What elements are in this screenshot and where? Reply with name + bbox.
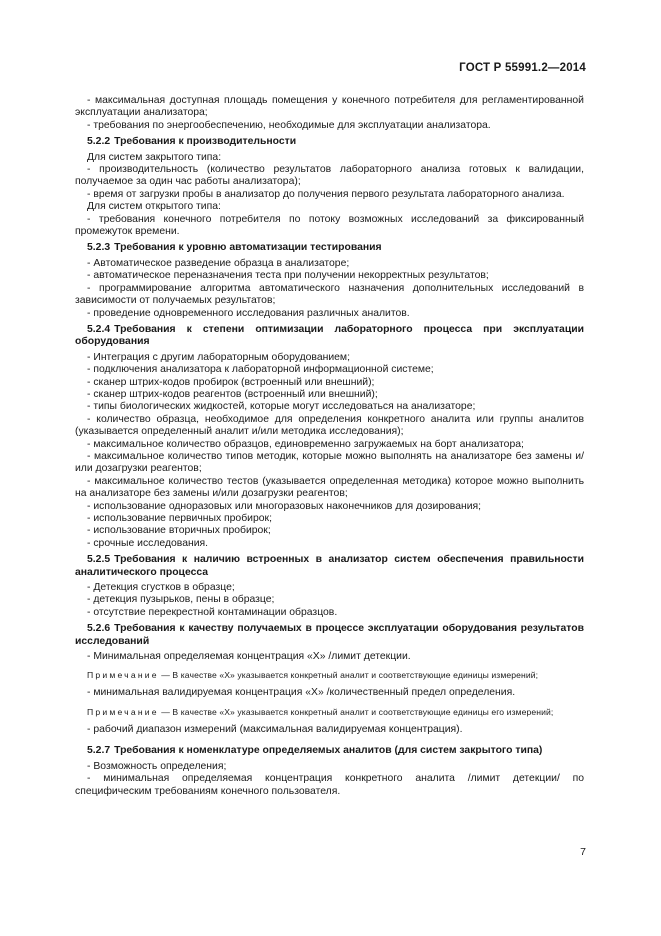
note-text: — В качестве «Х» указывается конкретный аналит и соответствующие единицы его измерений; [161, 706, 554, 717]
paragraph: Для систем открытого типа: [87, 201, 221, 213]
section-title: Требования к качеству получаемых в процессе эксплуатации оборудования результатов исследований [75, 623, 584, 647]
list-item: - использование вторичных пробирок; [87, 525, 271, 537]
list-item: - требования конечного потребителя по потоку возможных исследований за фиксированный промежуток времени. [75, 213, 584, 238]
section-title: Требования к уровню автоматизации тестирования [114, 242, 382, 254]
page-body [75, 95, 584, 798]
paragraph: - требования по энергообеспечению, необходимые для эксплуатации анализатора. [87, 119, 491, 131]
list-item: - время от загрузки пробы в анализатор до получения первого результата лабораторного анализа. [87, 188, 565, 200]
list-item: - подключения анализатора к лабораторной информационной системе; [87, 364, 434, 376]
section-heading-5-2-6 [75, 623, 584, 648]
section-number: 5.2.2 [87, 136, 111, 148]
list-item: - Автоматическое разведение образца в анализаторе; [87, 257, 350, 269]
list-item: - Интеграция с другим лабораторным оборудованием; [87, 351, 350, 363]
list-item: - типы биологических жидкостей, которые могут исследоваться на анализаторе; [87, 401, 476, 413]
section-heading-5-2-7 [75, 745, 584, 757]
paragraph: - максимальная доступная площадь помещения у конечного потребителя для регламентированной эксплуатации анализатора; [75, 95, 584, 119]
note-label: Примечание [87, 706, 159, 717]
section-title: Требования к степени оптимизации лабораторного процесса при эксплуатации оборудования [75, 323, 584, 348]
list-item: - программирование алгоритма автоматического назначения дополнительных исследований в зависимости от получаемых результатов; [75, 282, 584, 307]
list-item: - использование первичных пробирок; [87, 513, 272, 524]
list-item: - количество образца, необходимое для определения конкретного аналита или группы аналитов (указывается определенный аналит и/или методика исследования); [75, 413, 584, 438]
section-heading-5-2-5 [75, 554, 584, 579]
list-item: - Возможность определения; [87, 760, 227, 772]
list-item: - производительность (количество результатов лабораторного анализа готовых к валидации, получаемое за один час работы анализатора); [75, 164, 584, 188]
list-item: - проведение одновременного исследования различных аналитов. [87, 307, 410, 319]
section-number: 5.2.6 [87, 623, 111, 635]
list-item: - использование одноразовых или многоразовых наконечников для дозирования; [87, 500, 482, 512]
list-item: - автоматическое переназначения теста при получении некорректных результатов; [87, 270, 489, 282]
list-item: - Минимальная определяемая концентрация «Х» /лимит детекции. [87, 651, 411, 663]
note [75, 669, 584, 681]
section-title: Требования к производительности [114, 136, 297, 148]
note [75, 706, 584, 718]
list-item: - сканер штрих-кодов реагентов (встроенный или внешний); [87, 388, 378, 400]
note-label: Примечание [87, 670, 159, 681]
section-number: 5.2.5 [87, 554, 111, 566]
section-number: 5.2.4 [87, 323, 111, 335]
list-item: - Детекция сгустков в образце; [87, 582, 235, 594]
paragraph: Для систем закрытого типа: [87, 151, 222, 163]
list-item: - минимальная валидируемая концентрация «Х» /количественный предел определения. [87, 687, 516, 699]
page-number: 7 [580, 846, 586, 858]
section-number: 5.2.3 [87, 242, 111, 254]
list-item: - максимальное количество типов методик, которые можно выполнять на анализаторе без замены и/или дозагрузки реагентов; [75, 450, 584, 475]
section-heading-5-2-2 [75, 136, 584, 148]
list-item: - сканер штрих-кодов пробирок (встроенный или внешний); [87, 376, 375, 388]
list-item: - максимальное количество тестов (указывается определенная методика) которое можно выполнить на анализаторе без замены и/или дозагрузки реагентов; [75, 475, 584, 500]
section-title: Требования к наличию встроенных в анализатор систем обеспечения правильности аналитического процесса [75, 554, 584, 578]
standard-designation: ГОСТ Р 55991.2—2014 [459, 62, 586, 74]
list-item: - срочные исследования. [87, 537, 209, 549]
section-number: 5.2.7 [87, 745, 111, 757]
note-text: — В качестве «Х» указывается конкретный аналит и соответствующие единицы измерений; [161, 670, 539, 681]
list-item: - минимальная определяемая концентрация конкретного аналита /лимит детекции/ по специфическим требованиям конечного пользователя. [75, 773, 584, 797]
list-item: - рабочий диапазон измерений (максимальная валидируемая концентрация). [87, 723, 463, 735]
section-heading-5-2-4 [75, 324, 584, 349]
section-heading-5-2-3 [75, 242, 584, 254]
section-title: Требования к номенклатуре определяемых аналитов (для систем закрытого типа) [114, 745, 543, 757]
list-item: - детекция пузырьков, пены в образце; [87, 594, 275, 606]
list-item: - отсутствие перекрестной контаминации образцов. [87, 606, 338, 618]
list-item: - максимальное количество образцов, единовременно загружаемых на борт анализатора; [87, 438, 524, 450]
